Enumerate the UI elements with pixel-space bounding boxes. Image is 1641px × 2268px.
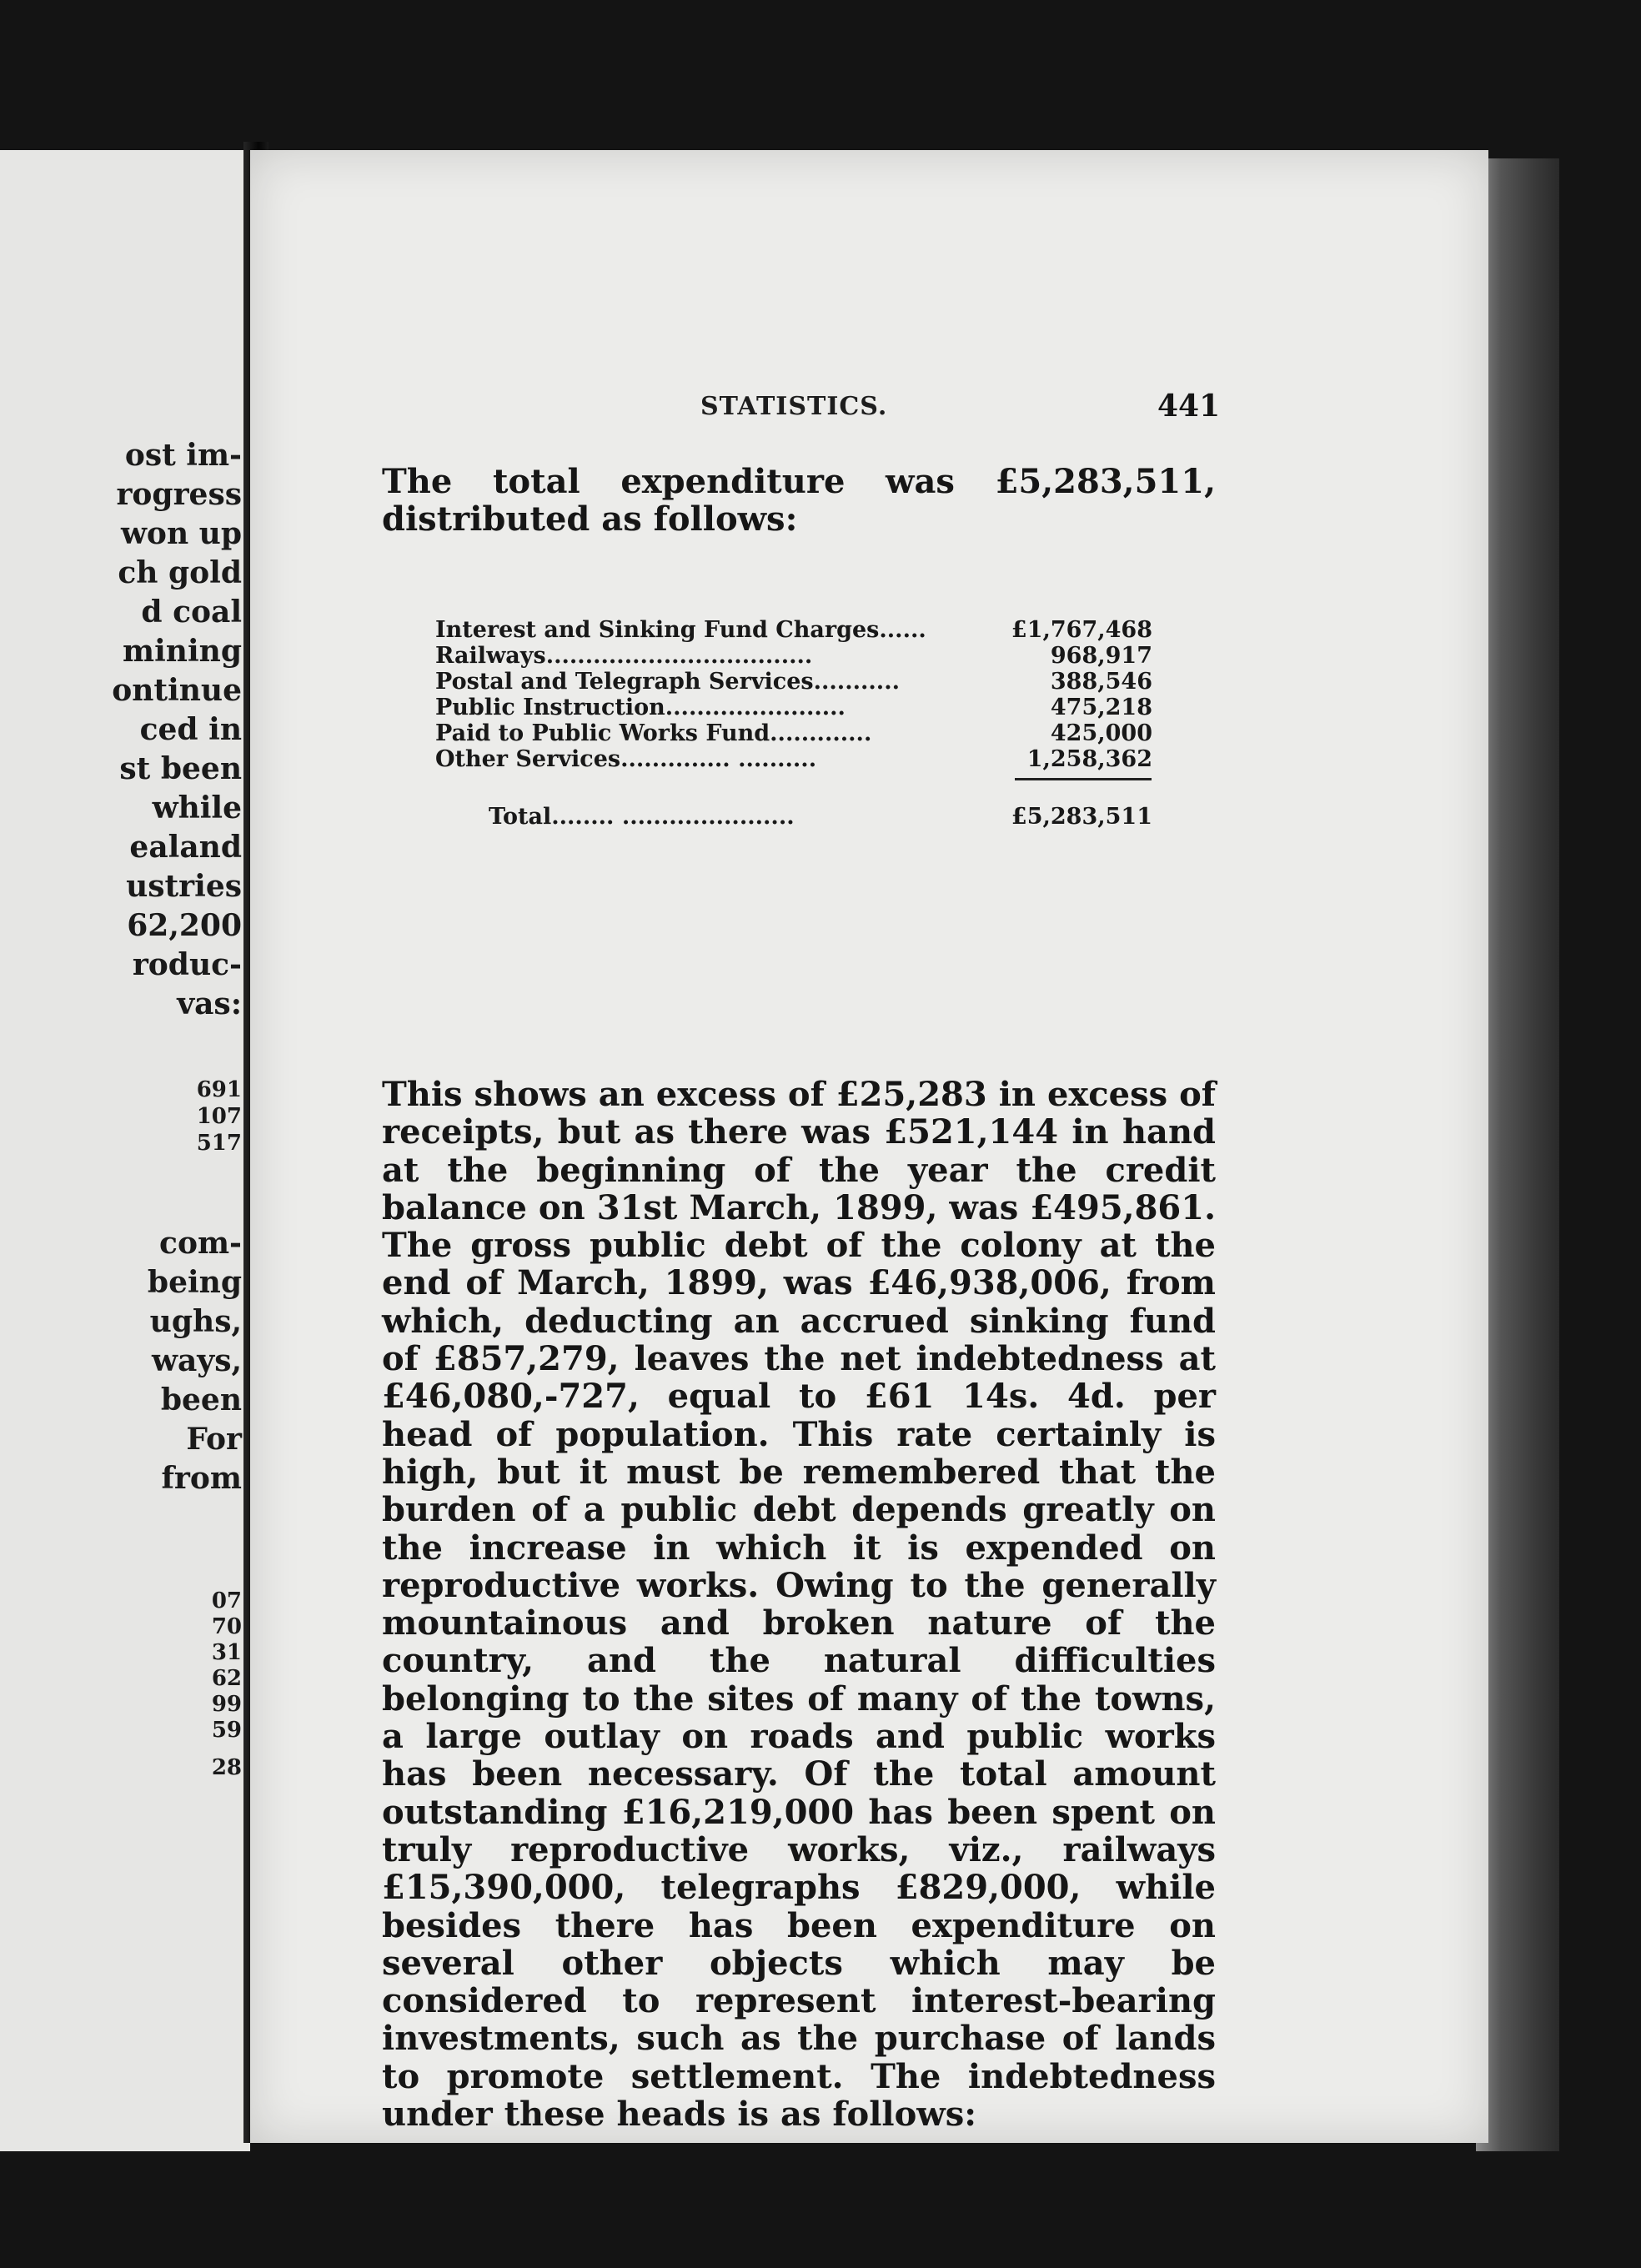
table-row — [435, 695, 1152, 720]
fragment-line: 28 — [211, 1755, 242, 1780]
total-amount: £5,283,511 — [1011, 804, 1152, 830]
fragment-line: mining — [123, 634, 242, 669]
fragment-line: st been — [119, 751, 242, 786]
fragment-line: vas: — [177, 986, 242, 1021]
row-label: Railways.................................. — [435, 643, 813, 669]
fragment-line: 691 — [196, 1077, 242, 1102]
fragment-line: ontinue — [112, 673, 242, 708]
total-row — [489, 802, 1152, 832]
table-row — [435, 643, 1152, 669]
fragment-line: ost im- — [124, 438, 242, 473]
fragment-line: ways, — [151, 1343, 242, 1378]
table-row — [435, 669, 1152, 695]
fragment-line: 107 — [196, 1104, 242, 1129]
left-page — [0, 150, 250, 2151]
row-label: Public Instruction....................... — [435, 695, 846, 720]
row-amount: 1,258,362 — [1026, 746, 1152, 772]
row-label: Paid to Public Works Fund............. — [435, 720, 872, 746]
fragment-line: been — [160, 1382, 242, 1418]
row-amount: £1,767,468 — [1011, 617, 1152, 643]
row-amount: 425,000 — [1050, 720, 1152, 746]
fragment-line: 70 — [211, 1614, 242, 1639]
fragment-line: ealand — [129, 830, 242, 865]
row-amount: 968,917 — [1050, 643, 1152, 669]
expenditure-table — [435, 617, 1152, 830]
row-amount: 475,218 — [1050, 695, 1152, 720]
table-row — [435, 617, 1152, 643]
right-page — [250, 150, 1488, 2143]
fragment-line: For — [186, 1422, 242, 1457]
fragment-line: 62 — [211, 1666, 242, 1691]
total-label: Total........ ...................... — [489, 804, 795, 830]
row-label: Postal and Telegraph Services........... — [435, 669, 900, 695]
intro-paragraph: The total expenditure was £5,283,511, distributed as follows: — [382, 462, 1216, 539]
fragment-line: being — [147, 1265, 242, 1300]
fragment-line: 517 — [196, 1131, 242, 1156]
fragment-line: 99 — [211, 1692, 242, 1717]
row-amount: 388,546 — [1050, 669, 1152, 695]
fragment-line: ustries — [126, 869, 242, 904]
fragment-line: 07 — [211, 1588, 242, 1613]
page-edge — [1476, 158, 1559, 2151]
page-header — [250, 389, 1488, 434]
row-label: Interest and Sinking Fund Charges...... — [435, 617, 926, 643]
total-rule — [1015, 778, 1152, 780]
fragment-line: ced in — [139, 712, 242, 747]
fragment-line: d coal — [141, 595, 242, 630]
fragment-line: ughs, — [149, 1304, 242, 1339]
fragment-line: ch gold — [118, 555, 242, 590]
fragment-line: won up — [120, 516, 242, 551]
fragment-line: roduc- — [132, 947, 242, 982]
table-row — [435, 746, 1152, 772]
page-number: 441 — [1157, 389, 1221, 424]
fragment-line: com- — [159, 1226, 242, 1261]
fragment-line: 62,200 — [127, 908, 242, 943]
fragment-line: from — [161, 1461, 242, 1496]
fragment-line: while — [152, 790, 242, 825]
table-row — [435, 720, 1152, 746]
row-label: Other Services.............. .......... — [435, 746, 817, 772]
running-title: STATISTICS. — [700, 392, 888, 421]
fragment-line: rogress — [116, 477, 242, 512]
body-paragraph: This shows an excess of £25,283 in excess of receipts, but as there was £521,144 in hand at the beginning of the year the credit balance on 31st March, 1899, was £495,861. The gross public debt of the colony at the end of March, 1899, was £46,938,006, from which, deducting an accrued sinking fund of £857,279, leaves the net indebtedness at £46,080,-727, equal to £61 14s. 4d. per head of population. This rate certainly is high, but it must be remembered that the burden of a public debt depends greatly on the increase in which it is expended on reproductive works. Owing to the generally mountainous and broken nature of the country, and the natural difficulties belonging to the sites of many of the towns, a large outlay on roads and public works has been necessary. Of the total amount outstanding £16,219,000 has been spent on truly reproductive works, viz., railways £15,390,000, telegraphs £829,000, while besides there has been expenditure on several other objects which may be considered to represent interest-bearing investments, such as the purchase of lands to promote settlement. The indebtedness under these heads is as follows: — [382, 1075, 1216, 2135]
fragment-line: 31 — [211, 1640, 242, 1665]
fragment-line: 59 — [211, 1718, 242, 1743]
